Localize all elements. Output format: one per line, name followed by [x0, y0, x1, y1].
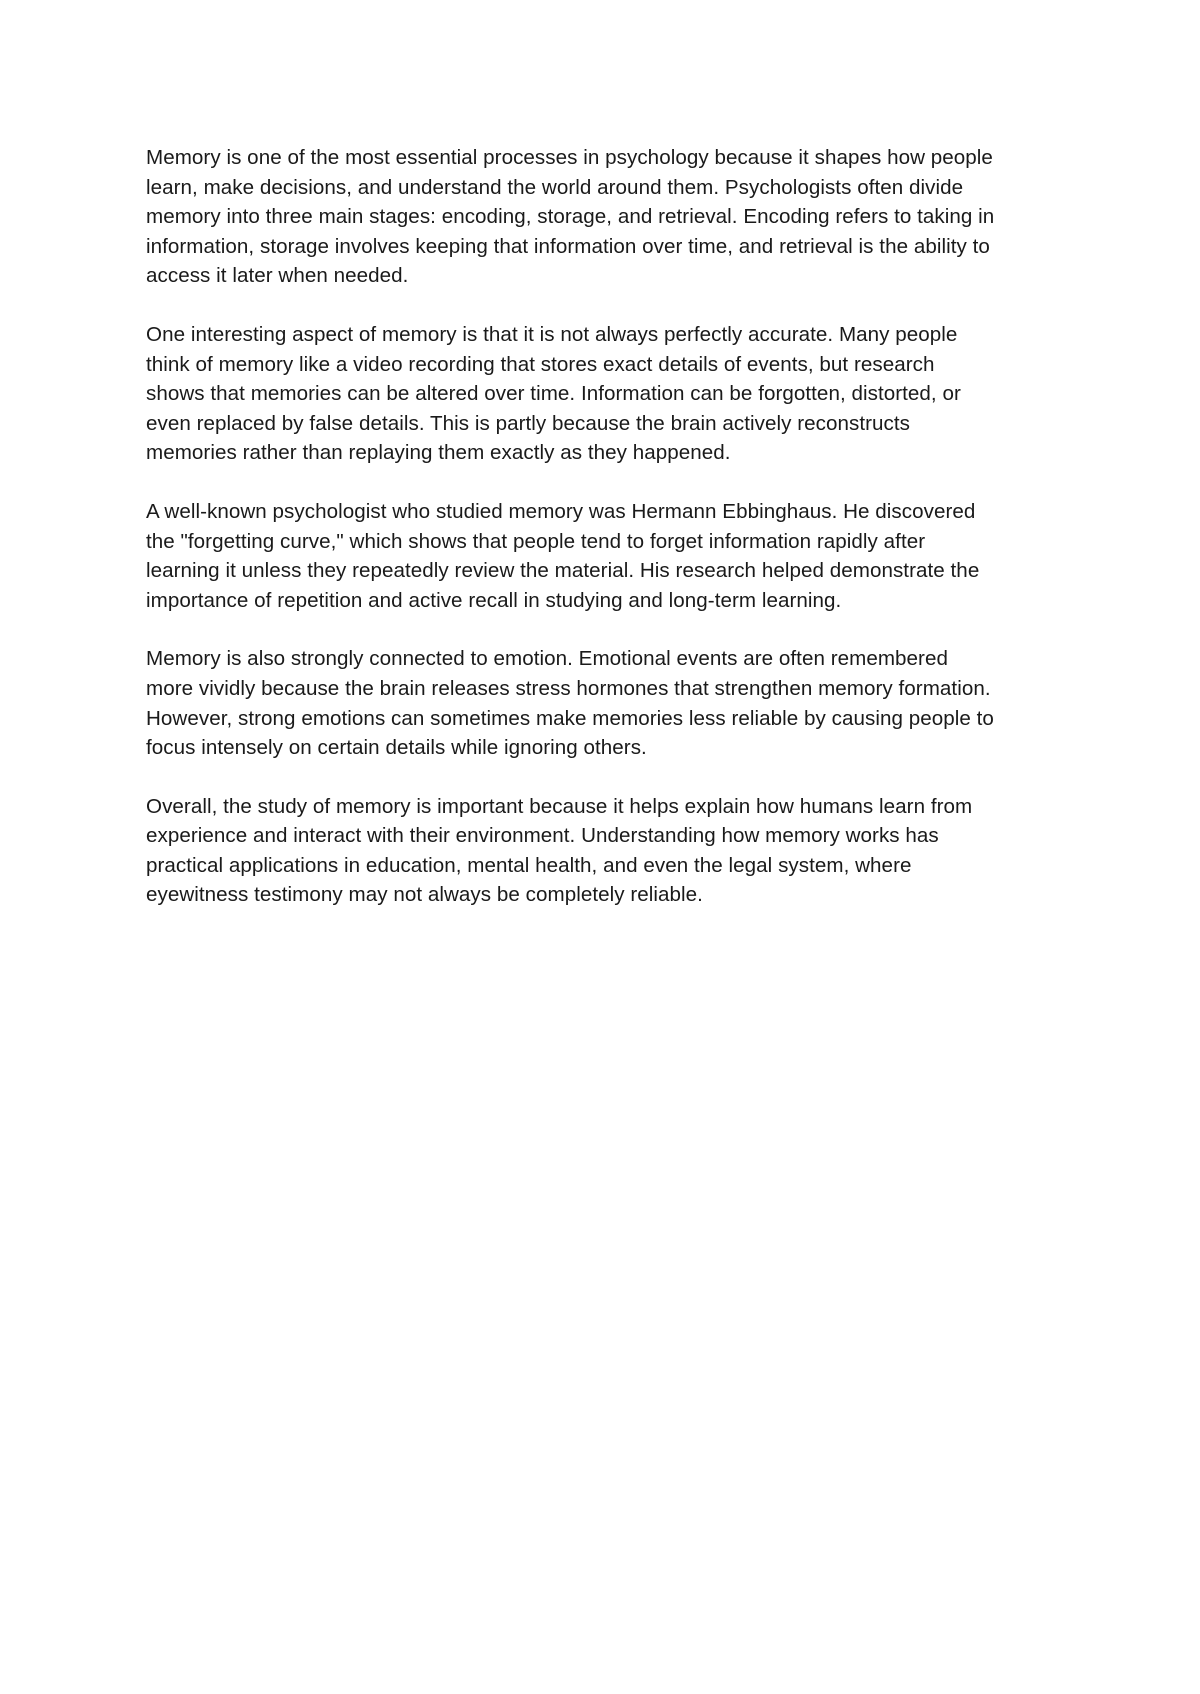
- paragraph-4: [146, 644, 1076, 762]
- paragraph-line: Memory is one of the most essential processes in psychology because it shapes how people: [146, 146, 993, 169]
- paragraph-line: A well-known psychologist who studied memory was Hermann Ebbinghaus. He discovered: [146, 499, 976, 523]
- paragraph-line: learn, make decisions, and understand the world around them. Psychologists often divide: [146, 175, 964, 199]
- paragraph-line: eyewitness testimony may not always be completely reliable.: [146, 883, 703, 907]
- paragraph-line: shows that memories can be altered over time. Information can be forgotten, distorted, or: [146, 382, 961, 406]
- paragraph-line: memories rather than replaying them exactly as they happened.: [146, 441, 731, 465]
- paragraph-line: even replaced by false details. This is partly because the brain actively reconstructs: [146, 411, 910, 435]
- paragraph-line: the "forgetting curve," which shows that people tend to forget information rapidly after: [146, 529, 926, 553]
- paragraph-3: [146, 497, 1076, 615]
- paragraph-line: importance of repetition and active recall in studying and long-term learning.: [146, 588, 842, 612]
- paragraph-line: learning it unless they repeatedly review the material. His research helped demonstrate the: [146, 559, 980, 583]
- paragraph-line: practical applications in education, mental health, and even the legal system, where: [146, 853, 912, 877]
- paragraph-line: Memory is also strongly connected to emotion. Emotional events are often remembered: [146, 647, 948, 671]
- paragraph-line: access it later when needed.: [146, 264, 409, 288]
- paragraph-line: One interesting aspect of memory is that it is not always perfectly accurate. Many people: [146, 322, 958, 346]
- paragraph-line: focus intensely on certain details while ignoring others.: [146, 736, 647, 760]
- paragraph-line: information, storage involves keeping that information over time, and retrieval is the ability to: [146, 234, 990, 258]
- paragraph-line: However, strong emotions can sometimes make memories less reliable by causing people to: [146, 706, 994, 730]
- document-body: [146, 143, 1076, 939]
- paragraph-line: experience and interact with their environment. Understanding how memory works has: [146, 824, 939, 848]
- paragraph-5: [146, 792, 1076, 910]
- paragraph-line: think of memory like a video recording that stores exact details of events, but research: [146, 352, 935, 376]
- paragraph-line: more vividly because the brain releases stress hormones that strengthen memory formation.: [146, 676, 991, 700]
- paragraph-1: [146, 143, 1076, 291]
- paragraph-2: [146, 320, 1076, 468]
- paragraph-line: Overall, the study of memory is important because it helps explain how humans learn from: [146, 794, 973, 818]
- paragraph-line: memory into three main stages: encoding, storage, and retrieval. Encoding refers to taking in: [146, 205, 995, 229]
